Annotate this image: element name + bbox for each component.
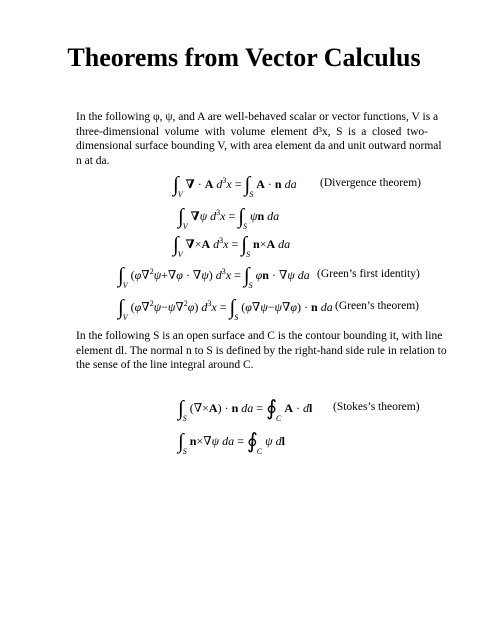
intro-paragraph-surface (76, 329, 447, 373)
intro-paragraph-volume (76, 110, 442, 168)
equation-divergence: $\int_V$ ∇ · A $d^3x = \int_S$ A · n da (173, 172, 297, 199)
paragraph-line: n at da. (76, 154, 110, 167)
equation-greens-first-identity: $\int_V$ (φ∇$^2$ψ+∇φ · ∇ψ) $d^3x = \int_S$ φn · ∇ψ da (118, 263, 310, 290)
equation-gradient-volume: $\int_V$ ∇ψ $d^3x = \int_S$ ψn da (178, 204, 280, 231)
paragraph-line: three-dimensional volume with volume element d³x, S is a closed two- (76, 125, 428, 138)
paragraph-line: the sense of the line integral around C. (76, 359, 254, 372)
label-divergence-theorem: (Divergence theorem) (320, 177, 422, 189)
label-stokes-theorem: (Stokes’s theorem) (333, 401, 420, 413)
paragraph-line: In the following φ, ψ, and A are well-behaved scalar or vector functions, V is a (76, 111, 439, 123)
equation-stokes: $\int_S$ (∇×A) · n da = $∮_C$ A · dl (178, 396, 313, 423)
paragraph-line: element dl. The normal n to S is defined by the right-hand side rule in relation to (76, 344, 447, 357)
equation-normal-cross-gradient: $\int_S$ n×∇ψ da = $∮_C$ ψ dl (178, 429, 285, 456)
page-title: Theorems from Vector Calculus (67, 43, 421, 72)
label-greens-theorem: (Green’s theorem) (335, 300, 419, 312)
equation-curl-volume: $\int_V$ ∇×A $d^3x = \int_S$ n×A da (173, 232, 291, 259)
paragraph-line: In the following S is an open surface and C is the contour bounding it, with line (76, 330, 443, 342)
equation-greens-theorem: $\int_V$ (φ∇$^2$ψ−ψ∇$^2$φ) $d^3x = \int_S$ (φ∇ψ−ψ∇φ) · n da (118, 295, 333, 322)
label-greens-first-identity: (Green’s first identity) (317, 268, 420, 280)
paragraph-line: dimensional surface bounding V, with area element da and unit outward normal (76, 140, 442, 153)
